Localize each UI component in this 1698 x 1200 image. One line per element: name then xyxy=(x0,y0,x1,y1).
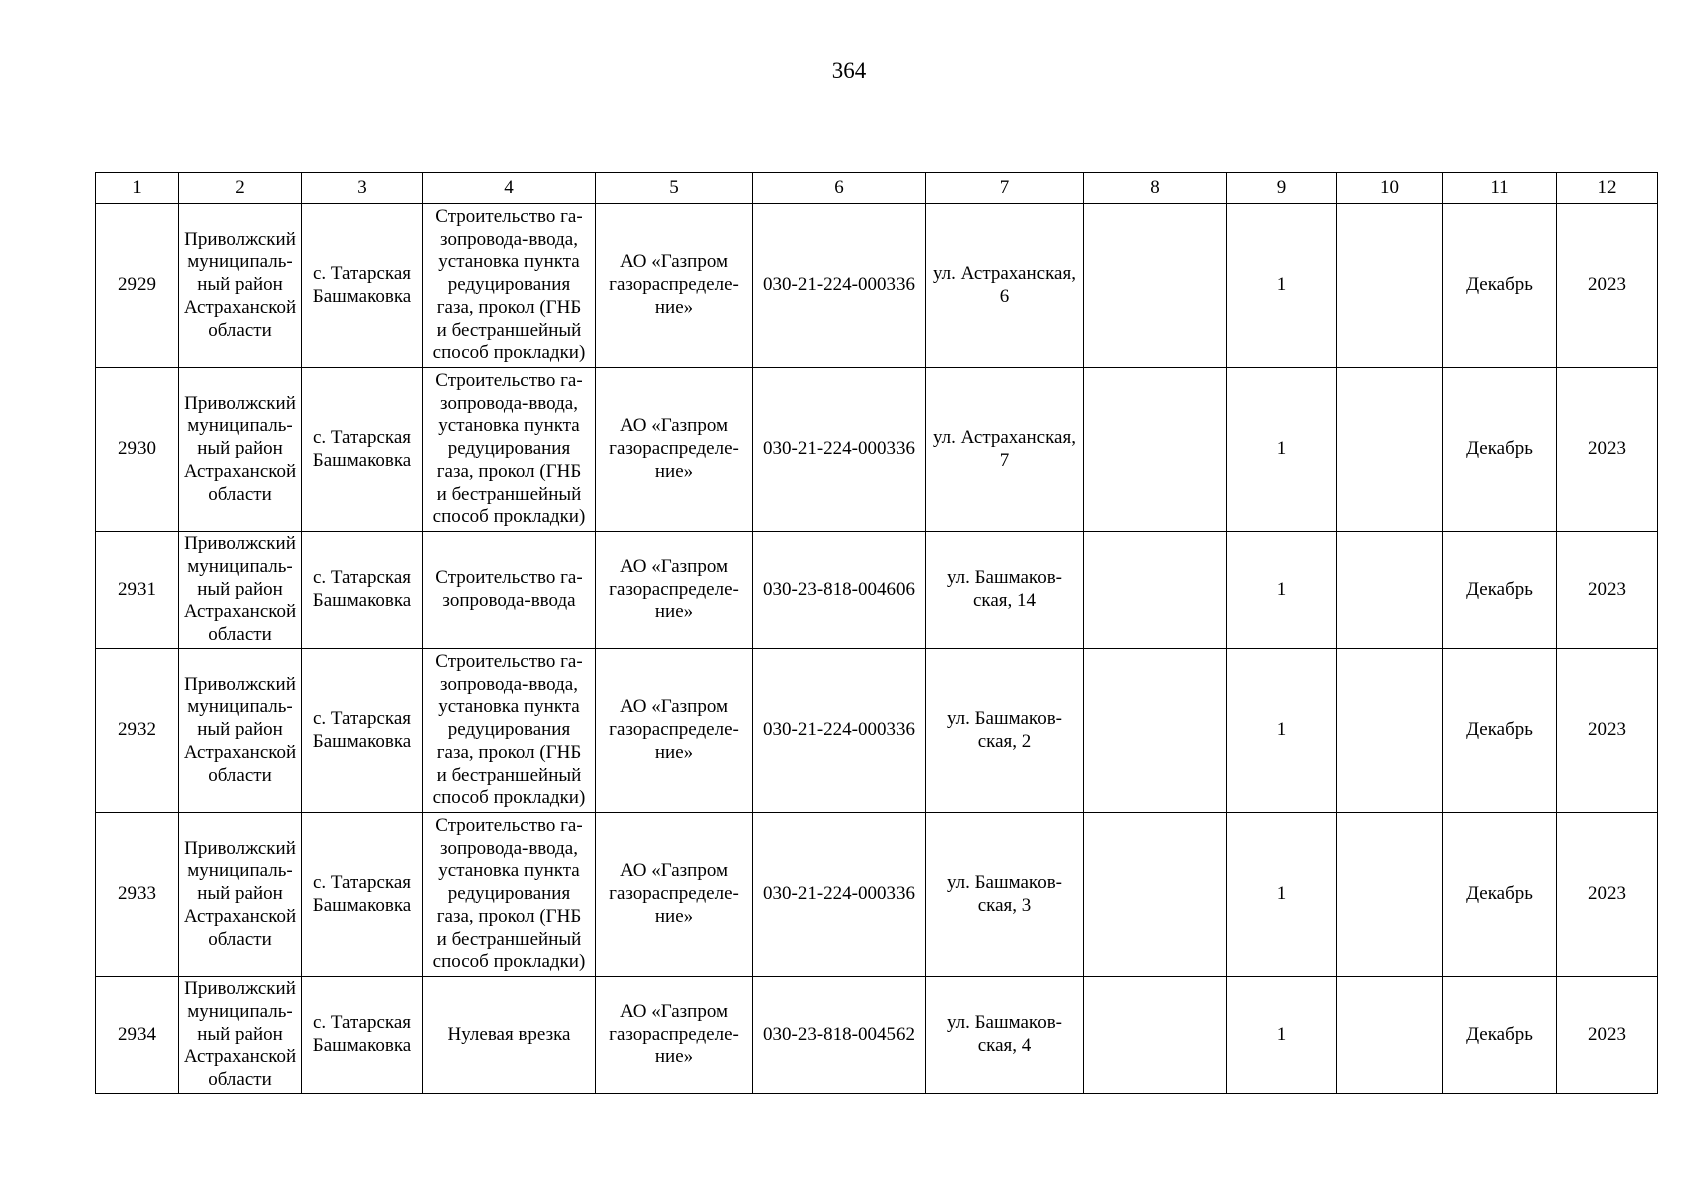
cell-district: Приволжский муниципаль- ный район Астраханской области xyxy=(179,649,302,813)
cell-settlement: с. Татарская Башмаковка xyxy=(302,649,423,813)
cell-count: 1 xyxy=(1227,649,1337,813)
cell-organization: АО «Газпром газораспределе- ние» xyxy=(596,977,753,1094)
cell-address: ул. Башмаков- ская, 14 xyxy=(926,532,1084,649)
cell-code: 030-21-224-000336 xyxy=(753,813,926,977)
column-header: 12 xyxy=(1557,173,1658,204)
cell-number: 2931 xyxy=(96,532,179,649)
cell-month: Декабрь xyxy=(1443,649,1557,813)
cell-count: 1 xyxy=(1227,204,1337,368)
cell-col10 xyxy=(1337,813,1443,977)
cell-col10 xyxy=(1337,977,1443,1094)
cell-number: 2929 xyxy=(96,204,179,368)
cell-district: Приволжский муниципаль- ный район Астраханской области xyxy=(179,813,302,977)
column-header: 7 xyxy=(926,173,1084,204)
cell-district: Приволжский муниципаль- ный район Астраханской области xyxy=(179,532,302,649)
column-header: 9 xyxy=(1227,173,1337,204)
cell-number: 2932 xyxy=(96,649,179,813)
cell-work-type: Строительство га- зопровода-ввода, установка пункта редуцирования газа, прокол (ГНБ и бестраншейный способ прокладки) xyxy=(423,813,596,977)
column-header: 4 xyxy=(423,173,596,204)
cell-district: Приволжский муниципаль- ный район Астраханской области xyxy=(179,204,302,368)
table-row xyxy=(96,649,1658,813)
cell-number: 2933 xyxy=(96,813,179,977)
page-number: 364 xyxy=(831,58,867,83)
cell-count: 1 xyxy=(1227,532,1337,649)
cell-col8 xyxy=(1084,204,1227,368)
cell-col10 xyxy=(1337,649,1443,813)
column-header: 6 xyxy=(753,173,926,204)
cell-organization: АО «Газпром газораспределе- ние» xyxy=(596,368,753,532)
cell-col8 xyxy=(1084,977,1227,1094)
table-header xyxy=(96,173,1658,204)
cell-col10 xyxy=(1337,532,1443,649)
cell-month: Декабрь xyxy=(1443,204,1557,368)
column-header: 11 xyxy=(1443,173,1557,204)
column-header: 2 xyxy=(179,173,302,204)
cell-settlement: с. Татарская Башмаковка xyxy=(302,977,423,1094)
cell-code: 030-23-818-004562 xyxy=(753,977,926,1094)
cell-count: 1 xyxy=(1227,813,1337,977)
cell-month: Декабрь xyxy=(1443,977,1557,1094)
cell-month: Декабрь xyxy=(1443,813,1557,977)
cell-year: 2023 xyxy=(1557,649,1658,813)
column-header: 3 xyxy=(302,173,423,204)
header-row xyxy=(96,173,1658,204)
cell-work-type: Строительство га- зопровода-ввода, установка пункта редуцирования газа, прокол (ГНБ и бестраншейный способ прокладки) xyxy=(423,204,596,368)
cell-month: Декабрь xyxy=(1443,368,1557,532)
cell-work-type: Строительство га- зопровода-ввода xyxy=(423,532,596,649)
column-header: 5 xyxy=(596,173,753,204)
registry-table xyxy=(95,172,1658,1094)
cell-number: 2930 xyxy=(96,368,179,532)
table-row xyxy=(96,204,1658,368)
cell-year: 2023 xyxy=(1557,532,1658,649)
cell-number: 2934 xyxy=(96,977,179,1094)
cell-col8 xyxy=(1084,649,1227,813)
table-row xyxy=(96,368,1658,532)
cell-col10 xyxy=(1337,204,1443,368)
column-header: 1 xyxy=(96,173,179,204)
cell-district: Приволжский муниципаль- ный район Астраханской области xyxy=(179,368,302,532)
column-header: 10 xyxy=(1337,173,1443,204)
table-body xyxy=(96,204,1658,1094)
cell-col8 xyxy=(1084,813,1227,977)
cell-settlement: с. Татарская Башмаковка xyxy=(302,368,423,532)
table-row xyxy=(96,977,1658,1094)
table-row xyxy=(96,813,1658,977)
cell-organization: АО «Газпром газораспределе- ние» xyxy=(596,204,753,368)
table-row xyxy=(96,532,1658,649)
cell-organization: АО «Газпром газораспределе- ние» xyxy=(596,813,753,977)
cell-address: ул. Башмаков- ская, 2 xyxy=(926,649,1084,813)
cell-work-type: Нулевая врезка xyxy=(423,977,596,1094)
cell-work-type: Строительство га- зопровода-ввода, установка пункта редуцирования газа, прокол (ГНБ и бестраншейный способ прокладки) xyxy=(423,368,596,532)
cell-district: Приволжский муниципаль- ный район Астраханской области xyxy=(179,977,302,1094)
column-header: 8 xyxy=(1084,173,1227,204)
cell-settlement: с. Татарская Башмаковка xyxy=(302,204,423,368)
cell-work-type: Строительство га- зопровода-ввода, установка пункта редуцирования газа, прокол (ГНБ и бестраншейный способ прокладки) xyxy=(423,649,596,813)
cell-settlement: с. Татарская Башмаковка xyxy=(302,532,423,649)
cell-col8 xyxy=(1084,532,1227,649)
cell-year: 2023 xyxy=(1557,977,1658,1094)
cell-count: 1 xyxy=(1227,368,1337,532)
cell-count: 1 xyxy=(1227,977,1337,1094)
cell-year: 2023 xyxy=(1557,204,1658,368)
cell-year: 2023 xyxy=(1557,368,1658,532)
cell-code: 030-23-818-004606 xyxy=(753,532,926,649)
cell-code: 030-21-224-000336 xyxy=(753,368,926,532)
cell-col10 xyxy=(1337,368,1443,532)
cell-address: ул. Астраханская, 7 xyxy=(926,368,1084,532)
cell-col8 xyxy=(1084,368,1227,532)
cell-month: Декабрь xyxy=(1443,532,1557,649)
cell-settlement: с. Татарская Башмаковка xyxy=(302,813,423,977)
cell-code: 030-21-224-000336 xyxy=(753,204,926,368)
cell-address: ул. Астраханская, 6 xyxy=(926,204,1084,368)
cell-address: ул. Башмаков- ская, 3 xyxy=(926,813,1084,977)
cell-organization: АО «Газпром газораспределе- ние» xyxy=(596,532,753,649)
cell-address: ул. Башмаков- ская, 4 xyxy=(926,977,1084,1094)
cell-year: 2023 xyxy=(1557,813,1658,977)
cell-code: 030-21-224-000336 xyxy=(753,649,926,813)
cell-organization: АО «Газпром газораспределе- ние» xyxy=(596,649,753,813)
